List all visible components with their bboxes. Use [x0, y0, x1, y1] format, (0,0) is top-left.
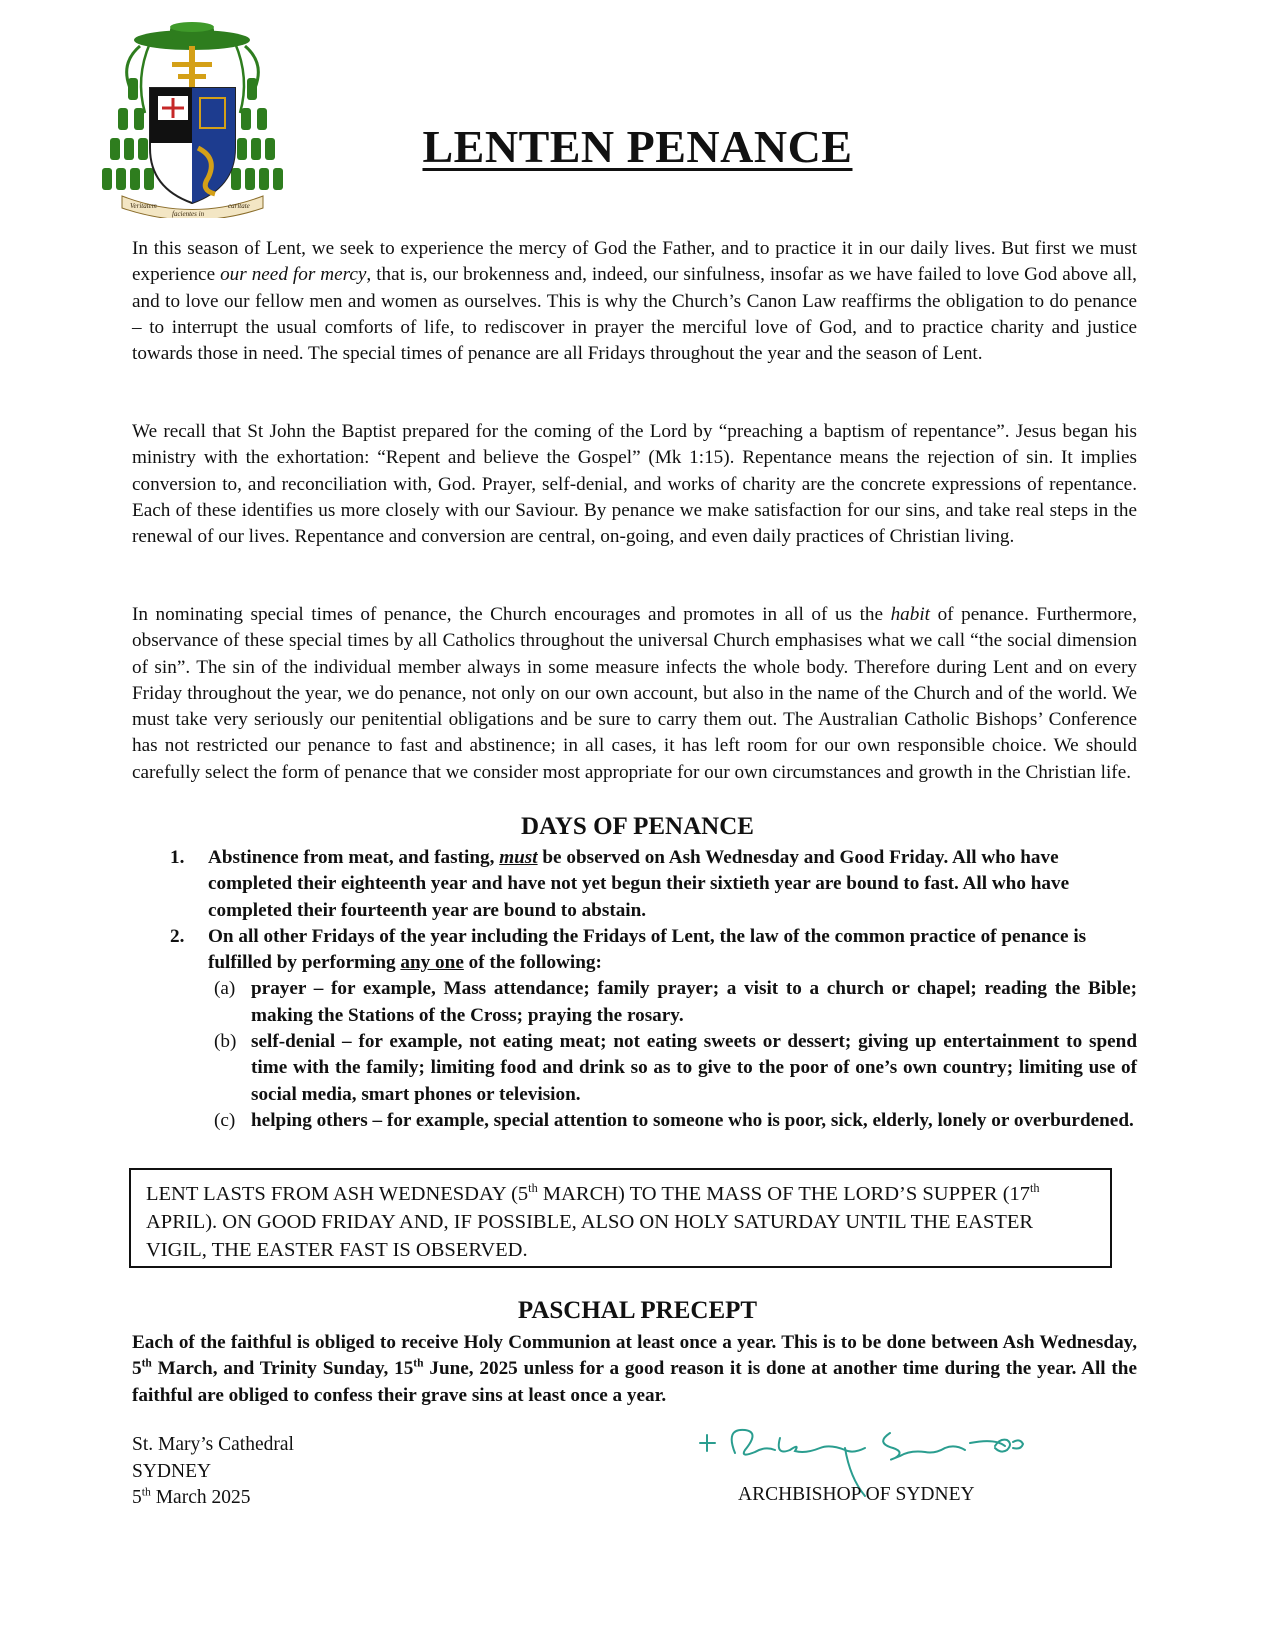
- sub-list-item: [132, 976, 1137, 1029]
- notice-sup-1: th: [528, 1181, 538, 1196]
- issuing-location-block: [132, 1432, 294, 1512]
- paschal-text-a: Each of the faithful is obliged to receive Holy Communion at least once a year. This is to be done between Ash Wednesday, 5: [132, 1332, 1137, 1380]
- special-times-text-a: In nominating special times of penance, the Church encourages and promotes in all of us the: [132, 604, 891, 625]
- item1-text-b: be observed on Ash Wednesday and Good Friday. All who have completed their eighteenth year and have not yet begun their sixtieth year are bound to fast. All who have completed their fourteenth year are bound to abstain.: [208, 847, 1070, 921]
- list-item-text: [208, 924, 1108, 977]
- issue-date-sup: th: [141, 1485, 151, 1499]
- sub-item-label: (c): [214, 1109, 236, 1131]
- paschal-sup-2: th: [413, 1357, 424, 1370]
- must-emphasis: must: [499, 847, 538, 868]
- item2-text-a: On all other Fridays of the year including the Fridays of Lent, the law of the common practice of penance is fulfilled by performing: [208, 925, 1087, 974]
- item2-text-b: of the following:: [463, 952, 602, 974]
- paschal-text-b: March, and Trinity Sunday, 15: [151, 1358, 414, 1380]
- list-item-number: 1.: [170, 847, 185, 868]
- intro-emphasis: our need for mercy: [220, 264, 367, 286]
- intro-paragraph: [132, 236, 1137, 367]
- sub-item-label: (b): [214, 1031, 237, 1053]
- special-times-emphasis: habit: [890, 604, 931, 625]
- coat-of-arms-logo: [100, 18, 285, 218]
- sub-item-text: helping others – for example, special attention to someone who is poor, sick, elderly, lonely or overburdened.: [251, 1109, 1134, 1131]
- days-of-penance-list: [132, 845, 1137, 1134]
- city-name: SYDNEY: [132, 1460, 212, 1482]
- cathedral-name: St. Mary’s Cathedral: [132, 1434, 294, 1455]
- item1-text-a: Abstinence from meat, and fasting,: [208, 847, 500, 868]
- issue-date-rest: March 2025: [150, 1487, 251, 1508]
- list-item-number: 2.: [170, 925, 185, 947]
- sub-item-text: self-denial – for example, not eating meat; not eating sweets or dessert; giving up entertainment to spend time with the family; limiting food and drink so as to give to the poor of one’s own country; limiting use of social media, smart phones or television.: [251, 1031, 1137, 1105]
- page-title: LENTEN PENANCE: [422, 121, 853, 172]
- paschal-sup-1: th: [141, 1357, 152, 1370]
- special-times-paragraph: [132, 602, 1137, 786]
- notice-text-a: LENT LASTS FROM ASH WEDNESDAY (5: [146, 1183, 529, 1205]
- motto-right-text: caritate: [228, 202, 250, 210]
- motto-center-text: facientes in: [172, 210, 205, 218]
- intro-text-a: In this season of Lent, we seek to experience the mercy of God the Father, and to practice it in our daily lives. But first we must experience: [132, 238, 1137, 286]
- paschal-precept-heading: PASCHAL PRECEPT: [517, 1297, 758, 1324]
- sub-list-item: [132, 1029, 1137, 1108]
- sub-item-text: prayer – for example, Mass attendance; family prayer; a visit to a church or chapel; reading the Bible; making the Stations of the Cross; praying the rosary.: [251, 978, 1137, 1026]
- intro-text-b: , that is, our brokenness and, indeed, our sinfulness, insofar as we have failed to love God above all, and to love our fellow men and women as ourselves. This is why the Church’s Canon Law reaffirms the obligation to do penance – to interrupt the usual comforts of life, to rediscover in prayer the merciful love of God, and to practice charity and justice towards those in need. The special times of penance are all Fridays throughout the year and the season of Lent.: [132, 264, 1137, 365]
- repentance-paragraph: We recall that St John the Baptist prepared for the coming of the Lord by “preaching a baptism of repentance”. Jesus began his ministry with the exhortation: “Repent and believe the Gospel” (Mk 1:15). Repentance means the rejection of sin. It implies conversion to, and reconciliation with, God. Prayer, self-denial, and works of charity are the concrete expressions of repentance. Each of these identifies us more closely with our Saviour. By penance we make satisfaction for our sins, and take real steps in the renewal of our lives. Repentance and conversion are central, on-going, and even daily practices of Christian living.: [132, 421, 1137, 548]
- issue-date: [132, 1485, 294, 1512]
- issue-date-day: 5: [132, 1487, 142, 1508]
- notice-text-c: APRIL). ON GOOD FRIDAY AND, IF POSSIBLE, ALSO ON HOLY SATURDAY UNTIL THE EASTER VIGIL, THE EASTER FAST IS OBSERVED.: [146, 1211, 1034, 1261]
- days-of-penance-heading: DAYS OF PENANCE: [521, 813, 754, 840]
- notice-text-b: MARCH) TO THE MASS OF THE LORD’S SUPPER (17: [537, 1183, 1031, 1205]
- list-item-text: [208, 845, 1108, 924]
- notice-sup-2: th: [1030, 1181, 1040, 1196]
- list-item: [132, 845, 1137, 924]
- special-times-text-b: of penance. Furthermore, observance of these special times by all Catholics throughout the universal Church emphasises what we call “the social dimension of sin”. The sin of the individual member always in some measure infects the whole body. Therefore during Lent and on every Friday throughout the year, we do penance, not only on our own account, but also in the name of the Church and of the world. We must take very seriously our penitential obligations and be sure to carry them out. The Australian Catholic Bishops’ Conference has not restricted our penance to fast and abstinence; in all cases, it has left room for our own responsible choice. We should carefully select the form of penance that we consider most appropriate for our own circumstances and growth in the Christian life.: [132, 604, 1137, 783]
- list-item: [132, 924, 1137, 977]
- signatory-role: ARCHBISHOP OF SYDNEY: [738, 1484, 975, 1505]
- lent-dates-notice-box: [129, 1168, 1112, 1268]
- paschal-text-c: June, 2025 unless for a good reason it is done at another time during the year. All the faithful are obliged to confess their grave sins at least once a year.: [132, 1358, 1137, 1406]
- paschal-precept-paragraph: [132, 1330, 1137, 1409]
- any-one-emphasis: any one: [400, 952, 464, 974]
- motto-left-text: Veritatem: [130, 202, 157, 210]
- sub-item-label: (a): [214, 978, 236, 1000]
- sub-list-item: [132, 1108, 1137, 1134]
